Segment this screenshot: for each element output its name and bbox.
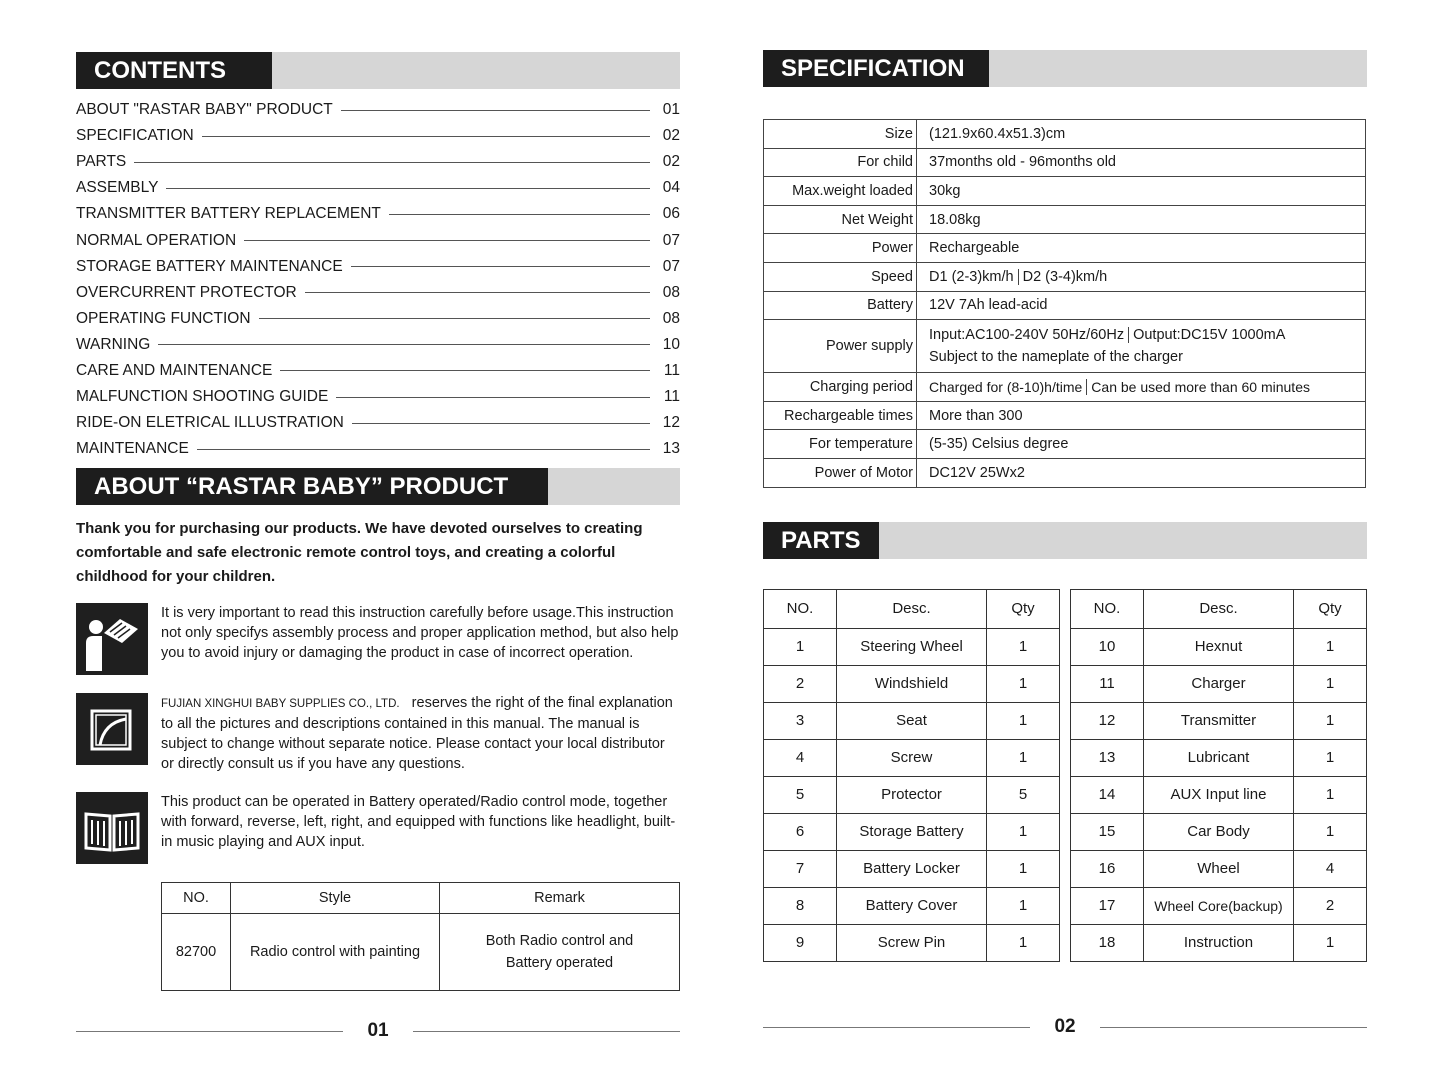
supply-output: Output:DC15V 1000mA: [1133, 327, 1286, 344]
part-desc: Hexnut: [1144, 628, 1294, 665]
part-qty: 1: [1294, 702, 1367, 739]
toc-entry[interactable]: [76, 97, 680, 123]
table-row: [764, 813, 1060, 850]
part-qty: 1: [1294, 813, 1367, 850]
table-of-contents: [76, 97, 680, 462]
toc-entry[interactable]: [76, 149, 680, 175]
part-no: 2: [764, 665, 837, 702]
part-qty: 1: [1294, 924, 1367, 961]
toc-entry[interactable]: [76, 123, 680, 149]
spec-value: [917, 320, 1366, 373]
spec-value: 18.08kg: [917, 205, 1366, 234]
right-page: [763, 50, 1367, 962]
spec-value: (121.9x60.4x51.3)cm: [917, 120, 1366, 149]
part-qty: 4: [1294, 850, 1367, 887]
reading-person-icon: [76, 603, 148, 675]
spec-row: [764, 205, 1366, 234]
part-no: 11: [1071, 665, 1144, 702]
toc-page: 02: [662, 153, 680, 171]
picture-frame-icon: [76, 693, 148, 765]
toc-page: 11: [663, 388, 680, 406]
spec-key: Power: [764, 234, 917, 263]
part-qty: 1: [987, 813, 1060, 850]
part-no: 8: [764, 887, 837, 924]
parts-header-cell: NO.: [1071, 589, 1144, 628]
part-desc: Wheel: [1144, 850, 1294, 887]
part-desc: Wheel Core(backup): [1144, 887, 1294, 924]
part-no: 3: [764, 702, 837, 739]
toc-entry[interactable]: [76, 175, 680, 201]
part-qty: 1: [987, 702, 1060, 739]
part-qty: 1: [987, 850, 1060, 887]
toc-title: ABOUT "RASTAR BABY" PRODUCT: [76, 101, 333, 119]
spec-row: [764, 401, 1366, 430]
usage-time: Can be used more than 60 minutes: [1091, 378, 1310, 395]
charging-time: Charged for (8-10)h/time: [929, 378, 1083, 395]
table-row: [1071, 924, 1367, 961]
toc-leader: [352, 423, 650, 424]
toc-entry[interactable]: [76, 358, 680, 384]
toc-entry[interactable]: [76, 384, 680, 410]
toc-leader: [158, 344, 650, 345]
style-table-cell: Radio control with painting: [231, 914, 440, 991]
toc-entry[interactable]: [76, 201, 680, 227]
open-book-icon: [76, 792, 148, 864]
toc-page: 02: [662, 127, 680, 145]
table-row: [764, 850, 1060, 887]
toc-page: 11: [663, 361, 680, 379]
specification-header: [763, 50, 1367, 87]
table-row: [1071, 628, 1367, 665]
parts-table-right: [1070, 589, 1367, 962]
spec-value: [917, 373, 1366, 402]
spec-value: 12V 7Ah lead-acid: [917, 291, 1366, 320]
table-row: [1071, 776, 1367, 813]
table-row: [1071, 850, 1367, 887]
spec-row: [764, 120, 1366, 149]
spec-key: Max.weight loaded: [764, 177, 917, 206]
spec-value: [917, 262, 1366, 291]
parts-tables: [763, 589, 1367, 962]
parts-header-cell: NO.: [764, 589, 837, 628]
toc-page: 07: [662, 231, 680, 249]
footer-line: [1100, 1027, 1367, 1028]
part-desc: Screw Pin: [837, 924, 987, 961]
table-row: [1071, 739, 1367, 776]
part-no: 12: [1071, 702, 1144, 739]
part-desc: Instruction: [1144, 924, 1294, 961]
company-name: FUJIAN XINGHUI BABY SUPPLIES CO., LTD.: [161, 698, 400, 711]
toc-leader: [389, 214, 650, 215]
spec-key: Speed: [764, 262, 917, 291]
part-desc: Car Body: [1144, 813, 1294, 850]
part-qty: 1: [987, 887, 1060, 924]
toc-page: 01: [662, 101, 680, 119]
spec-row: [764, 234, 1366, 263]
left-page: [76, 52, 680, 991]
parts-header-cell: Desc.: [837, 589, 987, 628]
footer-line: [763, 1027, 1030, 1028]
part-qty: 1: [1294, 665, 1367, 702]
spec-key: For child: [764, 148, 917, 177]
part-no: 10: [1071, 628, 1144, 665]
parts-header: [763, 522, 1367, 559]
toc-leader: [244, 240, 650, 241]
toc-entry[interactable]: [76, 280, 680, 306]
part-no: 18: [1071, 924, 1144, 961]
spec-value: 37months old - 96months old: [917, 148, 1366, 177]
toc-leader: [134, 162, 650, 163]
toc-entry[interactable]: [76, 436, 680, 462]
part-no: 17: [1071, 887, 1144, 924]
table-row: [1071, 702, 1367, 739]
contents-header: [76, 52, 680, 89]
toc-entry[interactable]: [76, 410, 680, 436]
part-qty: 1: [1294, 739, 1367, 776]
info-read-instructions: [76, 603, 680, 675]
toc-title: RIDE-ON ELETRICAL ILLUSTRATION: [76, 414, 344, 432]
part-no: 5: [764, 776, 837, 813]
right-footer: [763, 1016, 1367, 1038]
toc-page: 08: [662, 309, 680, 327]
toc-page: 10: [662, 335, 680, 353]
spec-row: [764, 177, 1366, 206]
copyright-text: reserves the right of the final explanation to all the pictures and descriptions contained in this manual. The manual is subject to change without separate notice. Please contact your local distributor or directly consult us if you have any questions.: [161, 695, 673, 773]
toc-page: 07: [662, 257, 680, 275]
spec-key: Charging period: [764, 373, 917, 402]
toc-leader: [305, 292, 650, 293]
part-desc: Charger: [1144, 665, 1294, 702]
part-qty: 1: [1294, 776, 1367, 813]
part-desc: Storage Battery: [837, 813, 987, 850]
spec-key: Net Weight: [764, 205, 917, 234]
spec-row: [764, 262, 1366, 291]
part-desc: Lubricant: [1144, 739, 1294, 776]
toc-title: PARTS: [76, 153, 127, 171]
toc-title: CARE AND MAINTENANCE: [76, 361, 273, 379]
toc-title: SPECIFICATION: [76, 127, 194, 145]
toc-title: STORAGE BATTERY MAINTENANCE: [76, 257, 343, 275]
info-copyright: [76, 693, 680, 774]
toc-leader: [336, 397, 650, 398]
style-table-header: Remark: [440, 883, 680, 914]
spec-key: For temperature: [764, 430, 917, 459]
spec-key: Power of Motor: [764, 458, 917, 487]
part-desc: AUX Input line: [1144, 776, 1294, 813]
specification-header-label: SPECIFICATION: [763, 50, 989, 87]
about-header-label: ABOUT “RASTAR BABY” PRODUCT: [76, 468, 548, 505]
part-desc: Steering Wheel: [837, 628, 987, 665]
style-table-header: NO.: [162, 883, 231, 914]
page-number: 02: [1054, 1016, 1076, 1037]
toc-page: 08: [662, 283, 680, 301]
parts-header-cell: Qty: [1294, 589, 1367, 628]
part-desc: Protector: [837, 776, 987, 813]
part-no: 9: [764, 924, 837, 961]
spec-row: [764, 430, 1366, 459]
part-desc: Seat: [837, 702, 987, 739]
table-row: [764, 776, 1060, 813]
spec-row: [764, 148, 1366, 177]
table-row: [1071, 887, 1367, 924]
parts-table-left: [763, 589, 1060, 962]
toc-entry[interactable]: [76, 254, 680, 280]
table-row: [764, 702, 1060, 739]
parts-header-label: PARTS: [763, 522, 879, 559]
toc-page: 13: [662, 440, 680, 458]
about-header: [76, 468, 680, 505]
part-qty: 1: [987, 665, 1060, 702]
table-row: [764, 665, 1060, 702]
part-qty: 5: [987, 776, 1060, 813]
part-no: 13: [1071, 739, 1144, 776]
part-qty: 2: [1294, 887, 1367, 924]
toc-title: OPERATING FUNCTION: [76, 309, 251, 327]
speed-d1: D1 (2-3)km/h: [929, 268, 1014, 285]
contents-header-label: CONTENTS: [76, 52, 272, 89]
table-row: [764, 924, 1060, 961]
toc-leader: [259, 318, 650, 319]
footer-line: [413, 1031, 680, 1032]
table-row: [1071, 665, 1367, 702]
footer-line: [76, 1031, 343, 1032]
toc-leader: [197, 449, 650, 450]
part-desc: Windshield: [837, 665, 987, 702]
spec-key: Battery: [764, 291, 917, 320]
toc-leader: [351, 266, 650, 267]
supply-note: Subject to the nameplate of the charger: [929, 349, 1183, 366]
table-row: [764, 739, 1060, 776]
toc-title: OVERCURRENT PROTECTOR: [76, 283, 297, 301]
parts-header-cell: Desc.: [1144, 589, 1294, 628]
toc-title: NORMAL OPERATION: [76, 231, 237, 249]
part-no: 15: [1071, 813, 1144, 850]
toc-entry[interactable]: [76, 227, 680, 253]
spec-value: (5-35) Celsius degree: [917, 430, 1366, 459]
toc-leader: [202, 136, 650, 137]
toc-leader: [341, 110, 650, 111]
style-table-header: Style: [231, 883, 440, 914]
part-no: 7: [764, 850, 837, 887]
toc-title: MALFUNCTION SHOOTING GUIDE: [76, 388, 329, 406]
style-table-cell: Both Radio control and Battery operated: [440, 914, 680, 991]
toc-entry[interactable]: [76, 332, 680, 358]
parts-header-cell: Qty: [987, 589, 1060, 628]
table-row: [764, 887, 1060, 924]
info-operation-text: This product can be operated in Battery operated/Radio control mode, together with forward, reverse, left, right, and equipped with functions like headlight, built-in music playing and AUX input.: [161, 794, 676, 851]
toc-page: 12: [662, 414, 680, 432]
spec-value: DC12V 25Wx2: [917, 458, 1366, 487]
table-row: [764, 628, 1060, 665]
toc-title: WARNING: [76, 335, 151, 353]
intro-text: Thank you for purchasing our products. We have devoted ourselves to creating comfortable and safe electronic remote control toys, and creating a colorful childhood for your children.: [76, 520, 643, 586]
style-table: [161, 882, 680, 991]
part-desc: Transmitter: [1144, 702, 1294, 739]
spec-row: [764, 458, 1366, 487]
spec-row: [764, 291, 1366, 320]
specification-table: [763, 119, 1366, 488]
toc-title: TRANSMITTER BATTERY REPLACEMENT: [76, 205, 381, 223]
info-copyright-text: [161, 693, 680, 774]
spec-value: Rechargeable: [917, 234, 1366, 263]
part-no: 14: [1071, 776, 1144, 813]
supply-input: Input:AC100-240V 50Hz/60Hz: [929, 327, 1125, 344]
toc-title: MAINTENANCE: [76, 440, 189, 458]
page-number: 01: [367, 1020, 389, 1041]
toc-page: 06: [662, 205, 680, 223]
part-qty: 1: [987, 924, 1060, 961]
toc-title: ASSEMBLY: [76, 179, 159, 197]
part-desc: Battery Cover: [837, 887, 987, 924]
part-no: 16: [1071, 850, 1144, 887]
spec-value: 30kg: [917, 177, 1366, 206]
part-desc: Screw: [837, 739, 987, 776]
info-operation: [76, 792, 680, 864]
left-footer: [76, 1020, 680, 1042]
toc-leader: [280, 370, 650, 371]
info-read-text: It is very important to read this instruction carefully before usage.This instruction not only specifys assembly process and proper application method, but also help you to avoid injury or damaging the product in case of incorrect operation.: [161, 605, 679, 662]
toc-page: 04: [662, 179, 680, 197]
toc-leader: [166, 188, 650, 189]
part-no: 1: [764, 628, 837, 665]
spec-row: [764, 373, 1366, 402]
part-no: 6: [764, 813, 837, 850]
part-no: 4: [764, 739, 837, 776]
part-qty: 1: [1294, 628, 1367, 665]
speed-d2: D2 (3-4)km/h: [1022, 268, 1108, 285]
toc-entry[interactable]: [76, 306, 680, 332]
spec-key: Size: [764, 120, 917, 149]
part-desc: Battery Locker: [837, 850, 987, 887]
spec-row: [764, 320, 1366, 373]
spec-key: Rechargeable times: [764, 401, 917, 430]
spec-value: More than 300: [917, 401, 1366, 430]
part-qty: 1: [987, 628, 1060, 665]
style-table-cell: 82700: [162, 914, 231, 991]
table-row: [1071, 813, 1367, 850]
part-qty: 1: [987, 739, 1060, 776]
spec-key: Power supply: [764, 320, 917, 373]
